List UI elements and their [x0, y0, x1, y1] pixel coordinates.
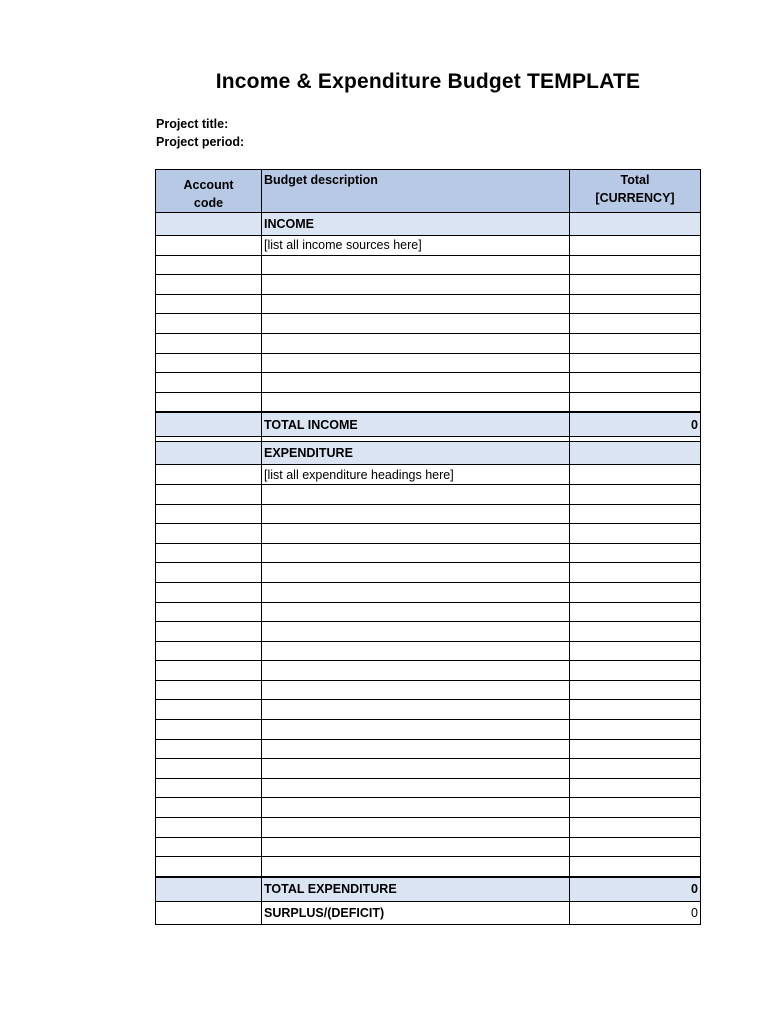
header-budget-description — [262, 170, 570, 213]
table-row — [156, 484, 701, 504]
total-cell[interactable] — [570, 524, 701, 544]
table-row — [156, 680, 701, 700]
table-row — [156, 622, 701, 642]
description-cell[interactable] — [262, 392, 570, 412]
description-cell[interactable] — [262, 759, 570, 779]
account-cell[interactable] — [156, 392, 262, 412]
description-cell[interactable] — [262, 602, 570, 622]
account-cell — [156, 877, 262, 902]
project-period-label: Project period: — [156, 135, 245, 149]
description-cell[interactable] — [262, 700, 570, 720]
total-cell[interactable] — [570, 255, 701, 275]
account-cell[interactable] — [156, 275, 262, 295]
total-cell[interactable] — [570, 275, 701, 295]
account-cell[interactable] — [156, 818, 262, 838]
description-cell[interactable] — [262, 582, 570, 602]
table-row — [156, 582, 701, 602]
account-cell[interactable] — [156, 465, 262, 485]
budget-table — [155, 169, 701, 925]
expenditure-section-row — [156, 442, 701, 465]
account-cell[interactable] — [156, 837, 262, 857]
account-cell[interactable] — [156, 442, 262, 465]
account-cell[interactable] — [156, 720, 262, 740]
description-cell[interactable] — [262, 798, 570, 818]
table-row — [156, 759, 701, 779]
account-cell[interactable] — [156, 661, 262, 681]
account-cell[interactable] — [156, 333, 262, 353]
description-cell[interactable] — [262, 818, 570, 838]
surplus-row — [156, 901, 701, 924]
table-row — [156, 720, 701, 740]
table-row — [156, 700, 701, 720]
table-row — [156, 837, 701, 857]
description-cell[interactable] — [262, 314, 570, 334]
description-cell[interactable] — [262, 857, 570, 877]
table-row — [156, 504, 701, 524]
table-row — [156, 353, 701, 373]
account-cell[interactable] — [156, 484, 262, 504]
description-cell[interactable] — [262, 255, 570, 275]
total-cell[interactable] — [570, 661, 701, 681]
total-cell[interactable] — [570, 392, 701, 412]
account-cell[interactable] — [156, 759, 262, 779]
table-row — [156, 333, 701, 353]
account-cell[interactable] — [156, 373, 262, 393]
description-cell[interactable] — [262, 524, 570, 544]
header-account-code-text: Account code — [183, 178, 234, 210]
total-cell[interactable] — [570, 294, 701, 314]
description-cell[interactable] — [262, 661, 570, 681]
surplus-value: 0 — [570, 901, 701, 924]
income-placeholder-text[interactable]: [list all income sources here] — [262, 236, 570, 256]
total-cell[interactable] — [570, 602, 701, 622]
account-cell[interactable] — [156, 622, 262, 642]
header-account-code — [156, 170, 262, 213]
expenditure-placeholder-row — [156, 465, 701, 485]
table-row — [156, 373, 701, 393]
total-cell[interactable] — [570, 818, 701, 838]
description-cell[interactable] — [262, 739, 570, 759]
total-cell[interactable] — [570, 778, 701, 798]
account-cell[interactable] — [156, 700, 262, 720]
account-cell — [156, 412, 262, 437]
account-cell[interactable] — [156, 798, 262, 818]
header-total-text: Total [CURRENCY] — [595, 173, 675, 205]
total-cell[interactable] — [570, 798, 701, 818]
total-cell[interactable] — [570, 333, 701, 353]
account-cell[interactable] — [156, 602, 262, 622]
table-row — [156, 857, 701, 877]
total-cell[interactable] — [570, 442, 701, 465]
account-cell[interactable] — [156, 641, 262, 661]
total-expenditure-label: TOTAL EXPENDITURE — [262, 877, 570, 902]
description-cell[interactable] — [262, 504, 570, 524]
account-cell[interactable] — [156, 353, 262, 373]
table-row — [156, 314, 701, 334]
description-cell[interactable] — [262, 294, 570, 314]
total-expenditure-row — [156, 877, 701, 902]
description-cell[interactable] — [262, 353, 570, 373]
account-cell[interactable] — [156, 213, 262, 236]
header-budget-description-text: Budget description — [264, 173, 378, 187]
income-placeholder-row — [156, 236, 701, 256]
account-cell[interactable] — [156, 563, 262, 583]
total-income-value: 0 — [570, 412, 701, 437]
description-cell[interactable] — [262, 778, 570, 798]
table-row — [156, 255, 701, 275]
account-cell[interactable] — [156, 255, 262, 275]
account-cell[interactable] — [156, 778, 262, 798]
account-cell[interactable] — [156, 504, 262, 524]
total-cell[interactable] — [570, 720, 701, 740]
description-cell[interactable] — [262, 563, 570, 583]
total-income-label: TOTAL INCOME — [262, 412, 570, 437]
total-cell[interactable] — [570, 641, 701, 661]
total-cell[interactable] — [570, 622, 701, 642]
header-row — [156, 170, 701, 213]
table-row — [156, 739, 701, 759]
total-cell[interactable] — [570, 236, 701, 256]
table-row — [156, 778, 701, 798]
total-cell[interactable] — [570, 314, 701, 334]
account-cell[interactable] — [156, 524, 262, 544]
table-row — [156, 641, 701, 661]
account-cell[interactable] — [156, 739, 262, 759]
table-row — [156, 661, 701, 681]
account-cell[interactable] — [156, 582, 262, 602]
total-cell[interactable] — [570, 759, 701, 779]
table-row — [156, 818, 701, 838]
document-title: Income & Expenditure Budget TEMPLATE — [215, 70, 641, 93]
description-cell[interactable] — [262, 543, 570, 563]
project-title-label: Project title: — [156, 117, 229, 131]
total-cell[interactable] — [570, 563, 701, 583]
expenditure-section-label: EXPENDITURE — [262, 442, 570, 465]
account-cell[interactable] — [156, 314, 262, 334]
header-total — [570, 170, 701, 213]
description-cell[interactable] — [262, 484, 570, 504]
table-row — [156, 275, 701, 295]
description-cell[interactable] — [262, 622, 570, 642]
account-cell[interactable] — [156, 294, 262, 314]
table-row — [156, 602, 701, 622]
account-cell — [156, 901, 262, 924]
total-cell[interactable] — [570, 465, 701, 485]
income-section-label: INCOME — [262, 213, 570, 236]
total-cell[interactable] — [570, 582, 701, 602]
total-cell[interactable] — [570, 837, 701, 857]
expenditure-placeholder-text[interactable]: [list all expenditure headings here] — [262, 465, 570, 485]
total-cell[interactable] — [570, 857, 701, 877]
income-section-row — [156, 213, 701, 236]
table-row — [156, 524, 701, 544]
table-row — [156, 798, 701, 818]
total-cell[interactable] — [570, 680, 701, 700]
description-cell[interactable] — [262, 275, 570, 295]
total-cell[interactable] — [570, 373, 701, 393]
description-cell[interactable] — [262, 333, 570, 353]
account-cell[interactable] — [156, 857, 262, 877]
description-cell[interactable] — [262, 641, 570, 661]
total-cell[interactable] — [570, 739, 701, 759]
total-cell[interactable] — [570, 213, 701, 236]
total-cell[interactable] — [570, 700, 701, 720]
description-cell[interactable] — [262, 837, 570, 857]
description-cell[interactable] — [262, 680, 570, 700]
surplus-label: SURPLUS/(DEFICIT) — [262, 901, 570, 924]
description-cell[interactable] — [262, 373, 570, 393]
table-row — [156, 543, 701, 563]
description-cell[interactable] — [262, 720, 570, 740]
account-cell[interactable] — [156, 543, 262, 563]
total-cell[interactable] — [570, 484, 701, 504]
total-cell[interactable] — [570, 353, 701, 373]
total-cell[interactable] — [570, 543, 701, 563]
account-cell[interactable] — [156, 236, 262, 256]
total-income-row — [156, 412, 701, 437]
table-row — [156, 392, 701, 412]
total-expenditure-value: 0 — [570, 877, 701, 902]
table-row — [156, 563, 701, 583]
account-cell[interactable] — [156, 680, 262, 700]
total-cell[interactable] — [570, 504, 701, 524]
table-row — [156, 294, 701, 314]
